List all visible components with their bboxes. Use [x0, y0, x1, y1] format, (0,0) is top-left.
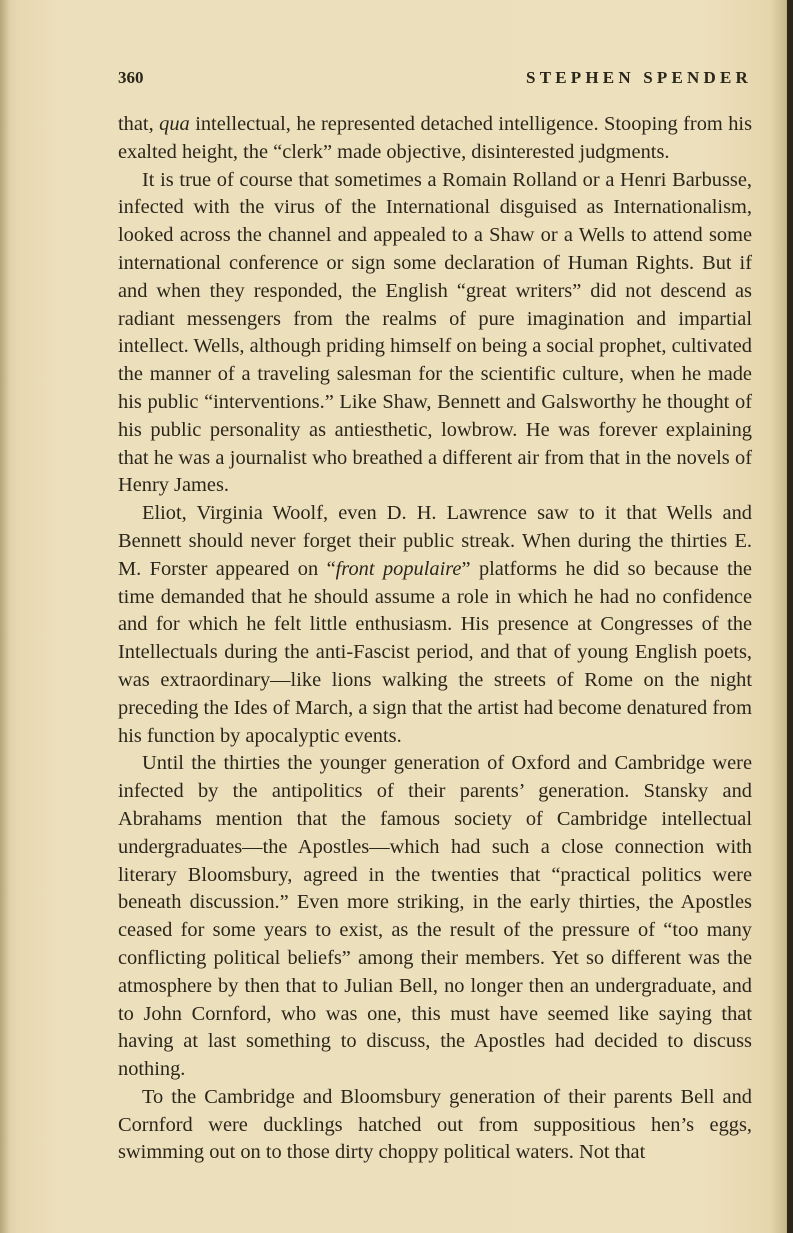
text-run: that, [118, 113, 160, 135]
page-header [118, 68, 752, 92]
italic-text-run: front populaire [335, 557, 462, 580]
paragraph [118, 1084, 752, 1167]
paragraph [118, 750, 752, 1084]
text-run: ” platforms he did so because the time demanded that he should assume a role in which he had no confidence and for which he felt little enthusiasm. His presence at Congresses of the Intellectuals during the anti-Fascist period, and that of young English poets, was extraordinary—like lions walking the streets of Rome on the night preceding the Ides of March, a sign that the artist had become denatured from his function by apocalyptic events. [118, 557, 752, 747]
running-head: STEPHEN SPENDER [526, 68, 752, 87]
paragraph [118, 500, 752, 750]
page-number: 360 [118, 68, 144, 87]
italic-text-run: qua [159, 113, 190, 135]
text-run: Eliot, Virginia Woolf, even D. H. Lawrence saw to it that Wells and Bennett should never forget their public streak. When during the thirties E. M. Forster appeared on “ [118, 502, 752, 580]
body-text [118, 111, 752, 1167]
text-run: intellectual, he represented detached intelligence. Stooping from his exalted height, the “clerk” made objective, disinterested judgments. [118, 113, 752, 163]
text-run: To the Cambridge and Bloomsbury generation of their parents Bell and Cornford were ducklings hatched out from suppositious hen’s eggs, swimming out on to those dirty choppy political waters. Not that [118, 1085, 752, 1164]
paragraph [118, 167, 752, 501]
page-edge [787, 0, 793, 1233]
paragraph [118, 111, 752, 167]
text-run: Until the thirties the younger generation of Oxford and Cambridge were infected by the antipolitics of their parents’ generation. Stansky and Abrahams mention that the famous society of Cambridge intellectual undergraduates—the Apostles—which had such a close connection with literary Bloomsbury, agreed in the twenties that “practical politics were beneath discussion.” Even more striking, in the early thirties, the Apostles ceased for some years to exist, as the result of the pressure of “too many conflicting political beliefs” among their members. Yet so different was the atmosphere by then that to Julian Bell, no longer then an undergraduate, and to John Cornford, who was one, this must have seemed like saying that having at last something to discuss, the Apostles had decided to discuss nothing. [118, 752, 752, 1081]
text-run: It is true of course that sometimes a Romain Rolland or a Henri Barbusse, infected with the virus of the International disguised as Internationalism, looked across the channel and appealed to a Shaw or a Wells to attend some international conference or sign some declaration of Human Rights. But if and when they responded, the English “great writers” did not descend as radiant messengers from the realms of pure imagination and impartial intellect. Wells, although priding himself on being a social prophet, cultivated the manner of a traveling salesman for the scientific culture, when he made his public “interventions.” Like Shaw, Bennett and Galsworthy he thought of his public personality as antiesthetic, lowbrow. He was forever explaining that he was a journalist who breathed a different air from that in the novels of Henry James. [118, 168, 752, 497]
spine-shadow [0, 0, 10, 1233]
